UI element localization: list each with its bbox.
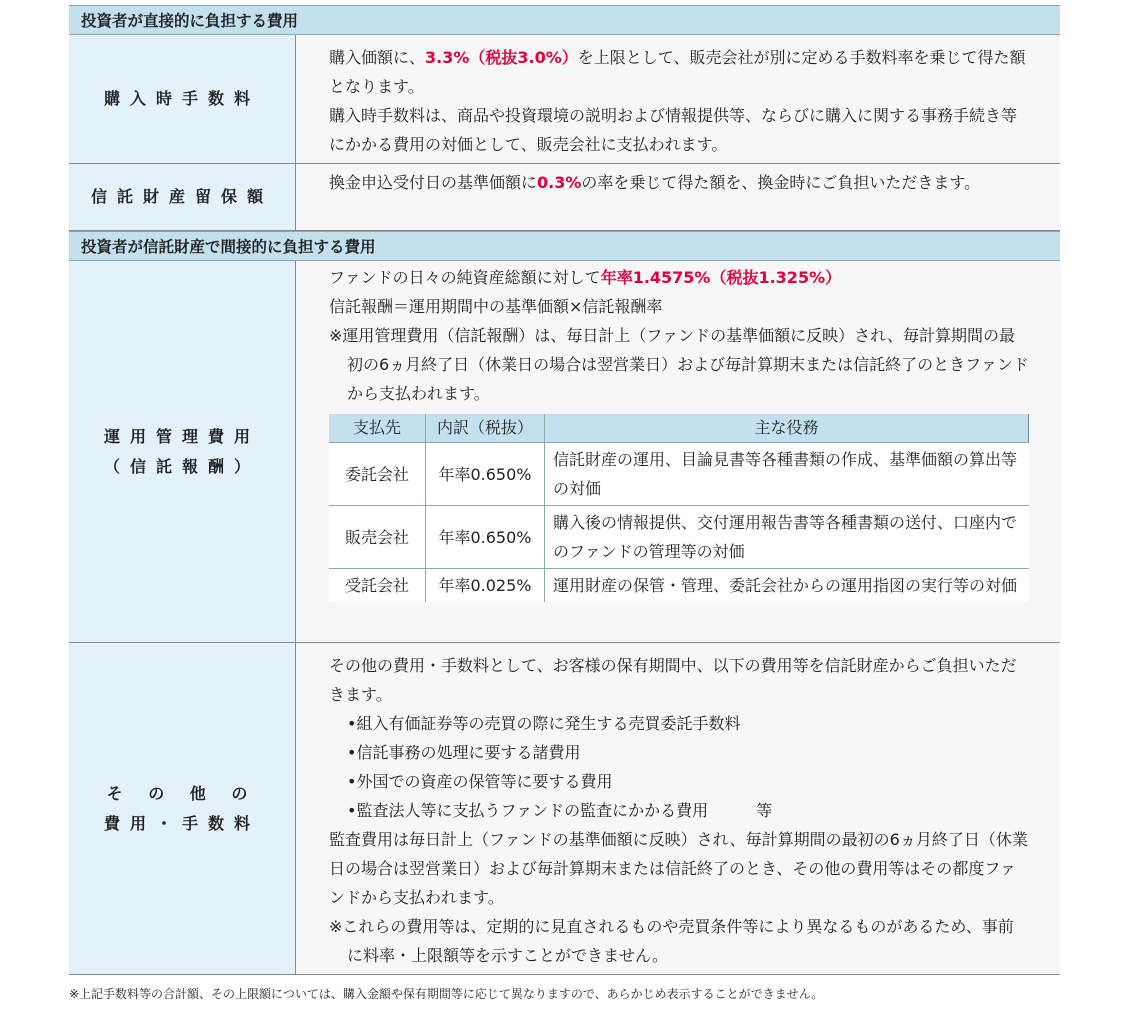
- label-retention: 信託財産留保額: [69, 164, 296, 230]
- fee-table: [69, 5, 1060, 975]
- row-purchase-fee: [69, 35, 1060, 164]
- table-row: [329, 506, 1029, 569]
- table-row: [329, 569, 1029, 603]
- payee-cell: 受託会社: [329, 569, 426, 603]
- section-header-indirect: 投資者が信託財産で間接的に負担する費用: [69, 231, 1060, 261]
- payee-cell: 委託会社: [329, 443, 426, 506]
- audit-fee-text: 監査費用は毎日計上（ファンドの基準価額に反映）され、毎計算期間の最初の6ヵ月終了日（休業日の場合は翌営業日）および毎計算期末または信託終了のとき、その他の費用等はその都度ファンドから支払われます。: [329, 830, 1028, 907]
- content-other-fees: [296, 643, 1060, 974]
- management-fee-note: ※運用管理費用（信託報酬）は、毎日計上（ファンドの基準価額に反映）され、毎計算期間の最初の6ヵ月終了日（休業日の場合は翌営業日）および毎計算期末または信託終了のときファンドから支払われます。: [329, 326, 1029, 403]
- purchase-fee-p2: 購入時手数料は、商品や投資環境の説明および情報提供等、ならびに購入に関する事務手続き等にかかる費用の対価として、販売会社に支払われます。: [329, 106, 1018, 154]
- fee-breakdown-table: [329, 414, 1029, 602]
- footnote: ※上記手数料等の合計額、その上限額については、購入金額や保有期間等に応じて異なりますので、あらかじめ表示することができません。: [69, 987, 824, 1001]
- content-management-fee: ファンドの日々の純資産総額に対して年率1.4575%（税抜1.325%） 信託報酬＝運用期間中の基準価額×信託報酬率 ※運用管理費用（信託報酬）は、毎日計上（ファンドの基準価額に反映）され、毎計算期間の最初の6ヵ月終了日（休業日の場合は翌営業日）および毎計算期末または信託終了のときファンドから支払われます。 支払先 内訳（税抜） 主な役務 委託会社 年率0.650% 信託財産の運用、目論見書等各種書類の作成、基準価額の算出等の対価 販売会社 年率0.650% 購入後の情報提供、交付運用報告書等各種書類の送付、口座内でのファンドの管理等の対価 受託会社 年率0.025% 運用財産の保管・管理、委託会社からの運用指図の実行等の対価: [296, 261, 1061, 642]
- list-item: •外国での資産の保管等に要する費用: [347, 772, 613, 791]
- management-fee-rate: 年率1.4575%（税抜1.325%）: [600, 268, 842, 287]
- service-cell: 運用財産の保管・管理、委託会社からの運用指図の実行等の対価: [545, 569, 1029, 603]
- col-header-breakdown: 内訳（税抜）: [426, 414, 545, 443]
- service-cell: 購入後の情報提供、交付運用報告書等各種書類の送付、口座内でのファンドの管理等の対価: [545, 506, 1029, 569]
- retention-rate: 0.3%: [537, 173, 582, 192]
- list-item: •信託事務の処理に要する諸費用: [347, 743, 581, 762]
- management-fee-formula: 信託報酬＝運用期間中の基準価額×信託報酬率: [329, 297, 663, 316]
- row-other-fees: [69, 643, 1060, 975]
- col-header-service: 主な役務: [545, 414, 1029, 443]
- row-retention: [69, 164, 1060, 231]
- section-header-direct: 投資者が直接的に負担する費用: [69, 5, 1060, 35]
- rate-cell: 年率0.650%: [426, 443, 545, 506]
- list-item: •監査法人等に支払うファンドの監査にかかる費用 等: [347, 801, 773, 820]
- purchase-fee-rate: 3.3%（税抜3.0%）: [425, 48, 578, 67]
- other-fees-note: ※これらの費用等は、定期的に見直されるものや売買条件等により異なるものがあるため、事前に料率・上限額等を示すことができません。: [329, 917, 1014, 965]
- list-item: •組入有価証券等の売買の際に発生する売買委託手数料: [347, 714, 741, 733]
- rate-cell: 年率0.650%: [426, 506, 545, 569]
- payee-cell: 販売会社: [329, 506, 426, 569]
- content-purchase-fee: [296, 35, 1060, 163]
- rate-cell: 年率0.025%: [426, 569, 545, 603]
- service-cell: 信託財産の運用、目論見書等各種書類の作成、基準価額の算出等の対価: [545, 443, 1029, 506]
- other-fees-intro: その他の費用・手数料として、お客様の保有期間中、以下の費用等を信託財産からご負担いただきます。: [329, 656, 1017, 704]
- label-management-fee: 運用管理費用 （信託報酬）: [69, 261, 296, 642]
- col-header-payee: 支払先: [329, 414, 426, 443]
- content-retention: 換金申込受付日の基準価額に0.3%の率を乗じて得た額を、換金時にご負担いただきます。: [296, 164, 1060, 230]
- purchase-fee-p1: 購入価額に、3.3%（税抜3.0%）を上限として、販売会社が別に定める手数料率を乗じて得た額となります。: [329, 48, 1026, 96]
- row-management-fee: [69, 261, 1060, 643]
- label-other-fees: そ の 他 の 費用・手数料: [69, 643, 296, 974]
- label-purchase-fee: 購入時手数料: [69, 35, 296, 163]
- table-row: [329, 443, 1029, 506]
